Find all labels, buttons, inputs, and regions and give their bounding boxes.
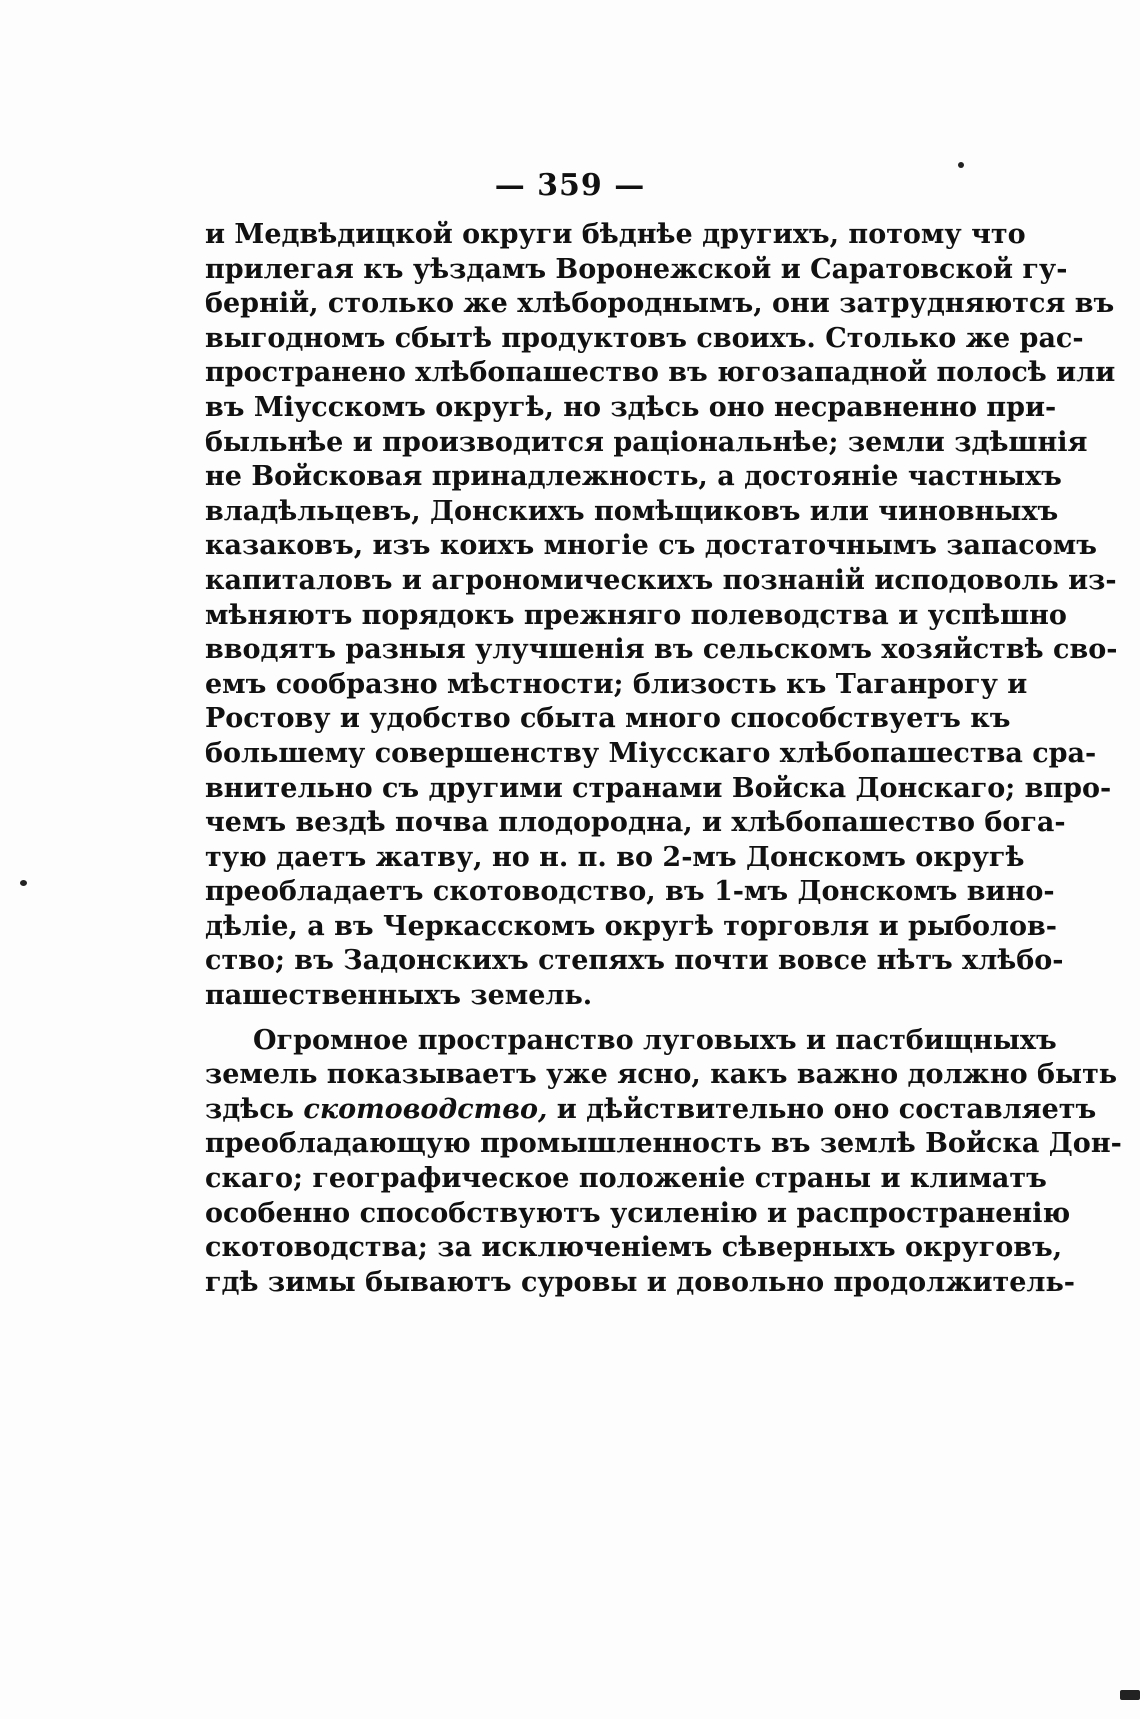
text-line: скотоводства; за исключеніемъ сѣверныхъ округовъ, [205, 1232, 1063, 1264]
text-line: капиталовъ и агрономическихъ познаній исподоволь из- [205, 564, 1117, 596]
text-line: въ Міусскомъ округѣ, но здѣсь оно несравненно при- [205, 391, 1057, 423]
text-line: казаковъ, изъ коихъ многіе съ достаточнымъ запасомъ [205, 530, 1097, 562]
text-line-after: и дѣйствительно оно составляетъ [547, 1093, 1097, 1125]
text-line: владѣльцевъ, Донскихъ помѣщиковъ или чиновныхъ [205, 495, 1059, 527]
text-line: и Медвѣдицкой округи бѣднѣе другихъ, потому что [205, 219, 1026, 250]
text-line: выгодномъ сбытѣ продуктовъ своихъ. Столько же рас- [205, 322, 1084, 354]
text-line: большему совершенству Міусскаго хлѣбопашества сра- [205, 737, 1097, 769]
text-line: ство; въ Задонскихъ степяхъ почти вовсе нѣтъ хлѣбо- [205, 945, 1064, 977]
text-line: скаго; географическое положеніе страны и климатъ [205, 1163, 1047, 1195]
text-line: внительно съ другими странами Войска Донскаго; впро- [205, 772, 1112, 804]
text-line: гдѣ зимы бываютъ суровы и довольно продолжитель- [205, 1266, 1075, 1298]
text-line: прилегая къ уѣздамъ Воронежской и Саратовской гу- [205, 253, 1068, 285]
body-text [205, 218, 1122, 1300]
text-line: пространено хлѣбопашество въ югозападной полосѣ или [205, 357, 1116, 389]
text-line [205, 1093, 1097, 1128]
emphasized-word: скотоводство, [303, 1093, 548, 1125]
scan-speck [20, 880, 27, 886]
text-line: дѣліе, а въ Черкасскомъ округѣ торговля и рыболов- [205, 910, 1057, 942]
text-line: не Войсковая принадлежность, а достояніе частныхъ [205, 461, 1062, 493]
text-line: чемъ вездѣ почва плодородна, и хлѣбопашество бога- [205, 807, 1066, 839]
text-line: берній, столько же хлѣбороднымъ, они затрудняются въ [205, 288, 1115, 320]
text-line: преобладаетъ скотоводство, въ 1-мъ Донскомъ вино- [205, 876, 1055, 908]
text-line: емъ сообразно мѣстности; близость къ Таганрогу и [205, 668, 1028, 700]
text-line-before: здѣсь [205, 1093, 304, 1125]
scan-speck [958, 162, 964, 168]
text-line: вводятъ разныя улучшенія въ сельскомъ хозяйствѣ сво- [205, 634, 1118, 666]
text-line: мѣняютъ порядокъ прежняго полеводства и успѣшно [205, 599, 1067, 631]
paragraph-1 [205, 218, 1118, 1014]
text-line: земель показываетъ уже ясно, какъ важно должно быть [205, 1059, 1118, 1091]
text-line: преобладающую промышленность въ землѣ Войска Дон- [205, 1128, 1122, 1160]
text-line: быльнѣе и производится раціональнѣе; земли здѣшнія [205, 426, 1088, 458]
text-line: Огромное пространство луговыхъ и пастбищныхъ [253, 1024, 1057, 1056]
scan-speck [1120, 1690, 1140, 1700]
text-line: пашественныхъ земель. [205, 980, 593, 1012]
paragraph-2 [205, 1024, 1122, 1301]
text-line: тую даетъ жатву, но н. п. во 2-мъ Донскомъ округѣ [205, 841, 1025, 873]
page-number: — 359 — [494, 168, 646, 203]
text-line: Ростову и удобство сбыта много способствуетъ къ [205, 703, 1011, 735]
text-line: особенно способствуютъ усиленію и распространенію [205, 1197, 1071, 1229]
paragraph-gap [205, 1014, 960, 1024]
